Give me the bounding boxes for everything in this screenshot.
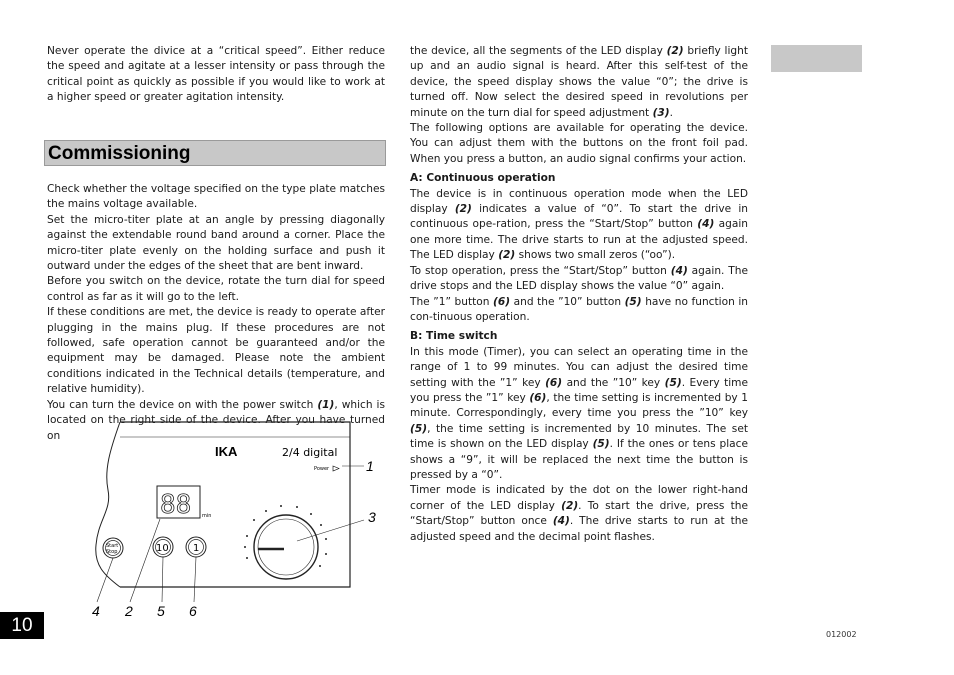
svg-text:10: 10 — [156, 543, 169, 554]
svg-text:1: 1 — [193, 543, 200, 554]
paragraph-voltage: Check whether the voltage specified on the type plate matches the mains voltage available. — [47, 183, 385, 211]
paragraph-timer-2: Timer mode is indicated by the dot on the lower right-hand corner of the LED display (2). To start the drive, press the “Start/Stop” button once (4). The drive starts to run at the adjusted speed and the decimal point flashes. — [410, 484, 749, 543]
section-heading: Commissioning — [48, 143, 191, 164]
min-label: min — [202, 513, 212, 519]
paragraph-continuous-2: To stop operation, press the “Start/Stop” button (4) again. The drive stops and the LED display shows the value “0” again. — [410, 264, 749, 293]
power-label: Power — [314, 466, 330, 472]
paragraph-conditions: If these conditions are met, the device is ready to operate after plugging in the mains plug. If these procedures are not followed, safe operation cannot be guaranteed and/or the equipment may be damaged. Please note the ambient conditions indicated in the Technical details (temperature, and relative humidity). — [47, 306, 385, 396]
paragraph-self-test: the device, all the segments of the LED display (2) briefly light up and an audio signal is heard. After this self-test of the device, the speed display shows the value “0”; the drive is turned off. Now select the desired speed in revolutions per minute on the turn dial for speed adjustment (3). — [410, 45, 749, 119]
svg-text:Stop: Stop — [106, 549, 118, 555]
paragraph-microtiter: Set the micro-titer plate at an angle by pressing diagonally against the extendable round band around a corner. Place the micro-titer plate evenly on the holding surface and push it outward under the edges of the sheet that are bent inward. — [47, 213, 385, 273]
led-digits: 88 — [160, 490, 192, 520]
callout-6: 6 — [189, 603, 197, 619]
callout-3: 3 — [368, 509, 376, 525]
callout-1: 1 — [366, 458, 374, 474]
paragraph-options: The following options are available for operating the device. You can adjust them with the buttons on the front foil pad. When you press a button, an audio signal confirms your action. — [410, 122, 748, 165]
svg-text:Start: Start — [106, 543, 119, 549]
paragraph-continuous-1: The device is in continuous operation mode when the LED display (2) indicates a value of “0”. To start the drive in continuous ope-ration, press the “Start/Stop” button (4) again one more time. The drive starts to run at the adjusted speed. The LED display (2) shows two small zeros (“oo”). — [410, 187, 748, 262]
callout-4: 4 — [92, 603, 100, 619]
speed-dial — [254, 515, 318, 579]
device-torn-edge — [96, 422, 120, 587]
intro-paragraph: Never operate the divice at a “critical speed”. Either reduce the speed and agitate at a lesser intensity or pass through the critical point as quickly as possible if you would like to work at a higher speed or greater agitation intensity. — [47, 45, 385, 104]
brand-logo: IKA — [215, 444, 238, 459]
page-number: 10 — [0, 612, 44, 639]
callout-2: 2 — [125, 603, 133, 619]
document-code: 012002 — [826, 630, 857, 639]
paragraph-power-switch: You can turn the device on with the power switch (1), which is located on the right side of the device. After you have turned on — [47, 398, 385, 442]
subheading-continuous: A: Continuous operation — [410, 172, 556, 185]
callout-5: 5 — [157, 603, 165, 619]
power-arrow-icon — [333, 466, 339, 471]
paragraph-turn-dial: Before you switch on the device, rotate the turn dial for speed control as far as it will go to the left. — [47, 275, 385, 303]
model-label: 2/4 digital — [282, 446, 338, 459]
subheading-time-switch: B: Time switch — [410, 330, 498, 343]
paragraph-continuous-3: The ”1” button (6) and the ”10” button (5) have no function in con-tinuous operation. — [410, 295, 748, 323]
paragraph-timer-1: In this mode (Timer), you can select an operating time in the range of 1 to 99 minutes. You can adjust the desired time setting with the ”1” key (6) and the ”10” key (5). Every time you press the ”1” key (6), the time setting is incremented by 1 minute. Correspondingly, every time you press the ”10” key (5), the time setting is incremented by 10 minutes. The set time is shown on the LED display (5). If the ones or tens place shows a “9”, it will be replaced the next time the button is pressed by a “0”. — [410, 345, 749, 481]
